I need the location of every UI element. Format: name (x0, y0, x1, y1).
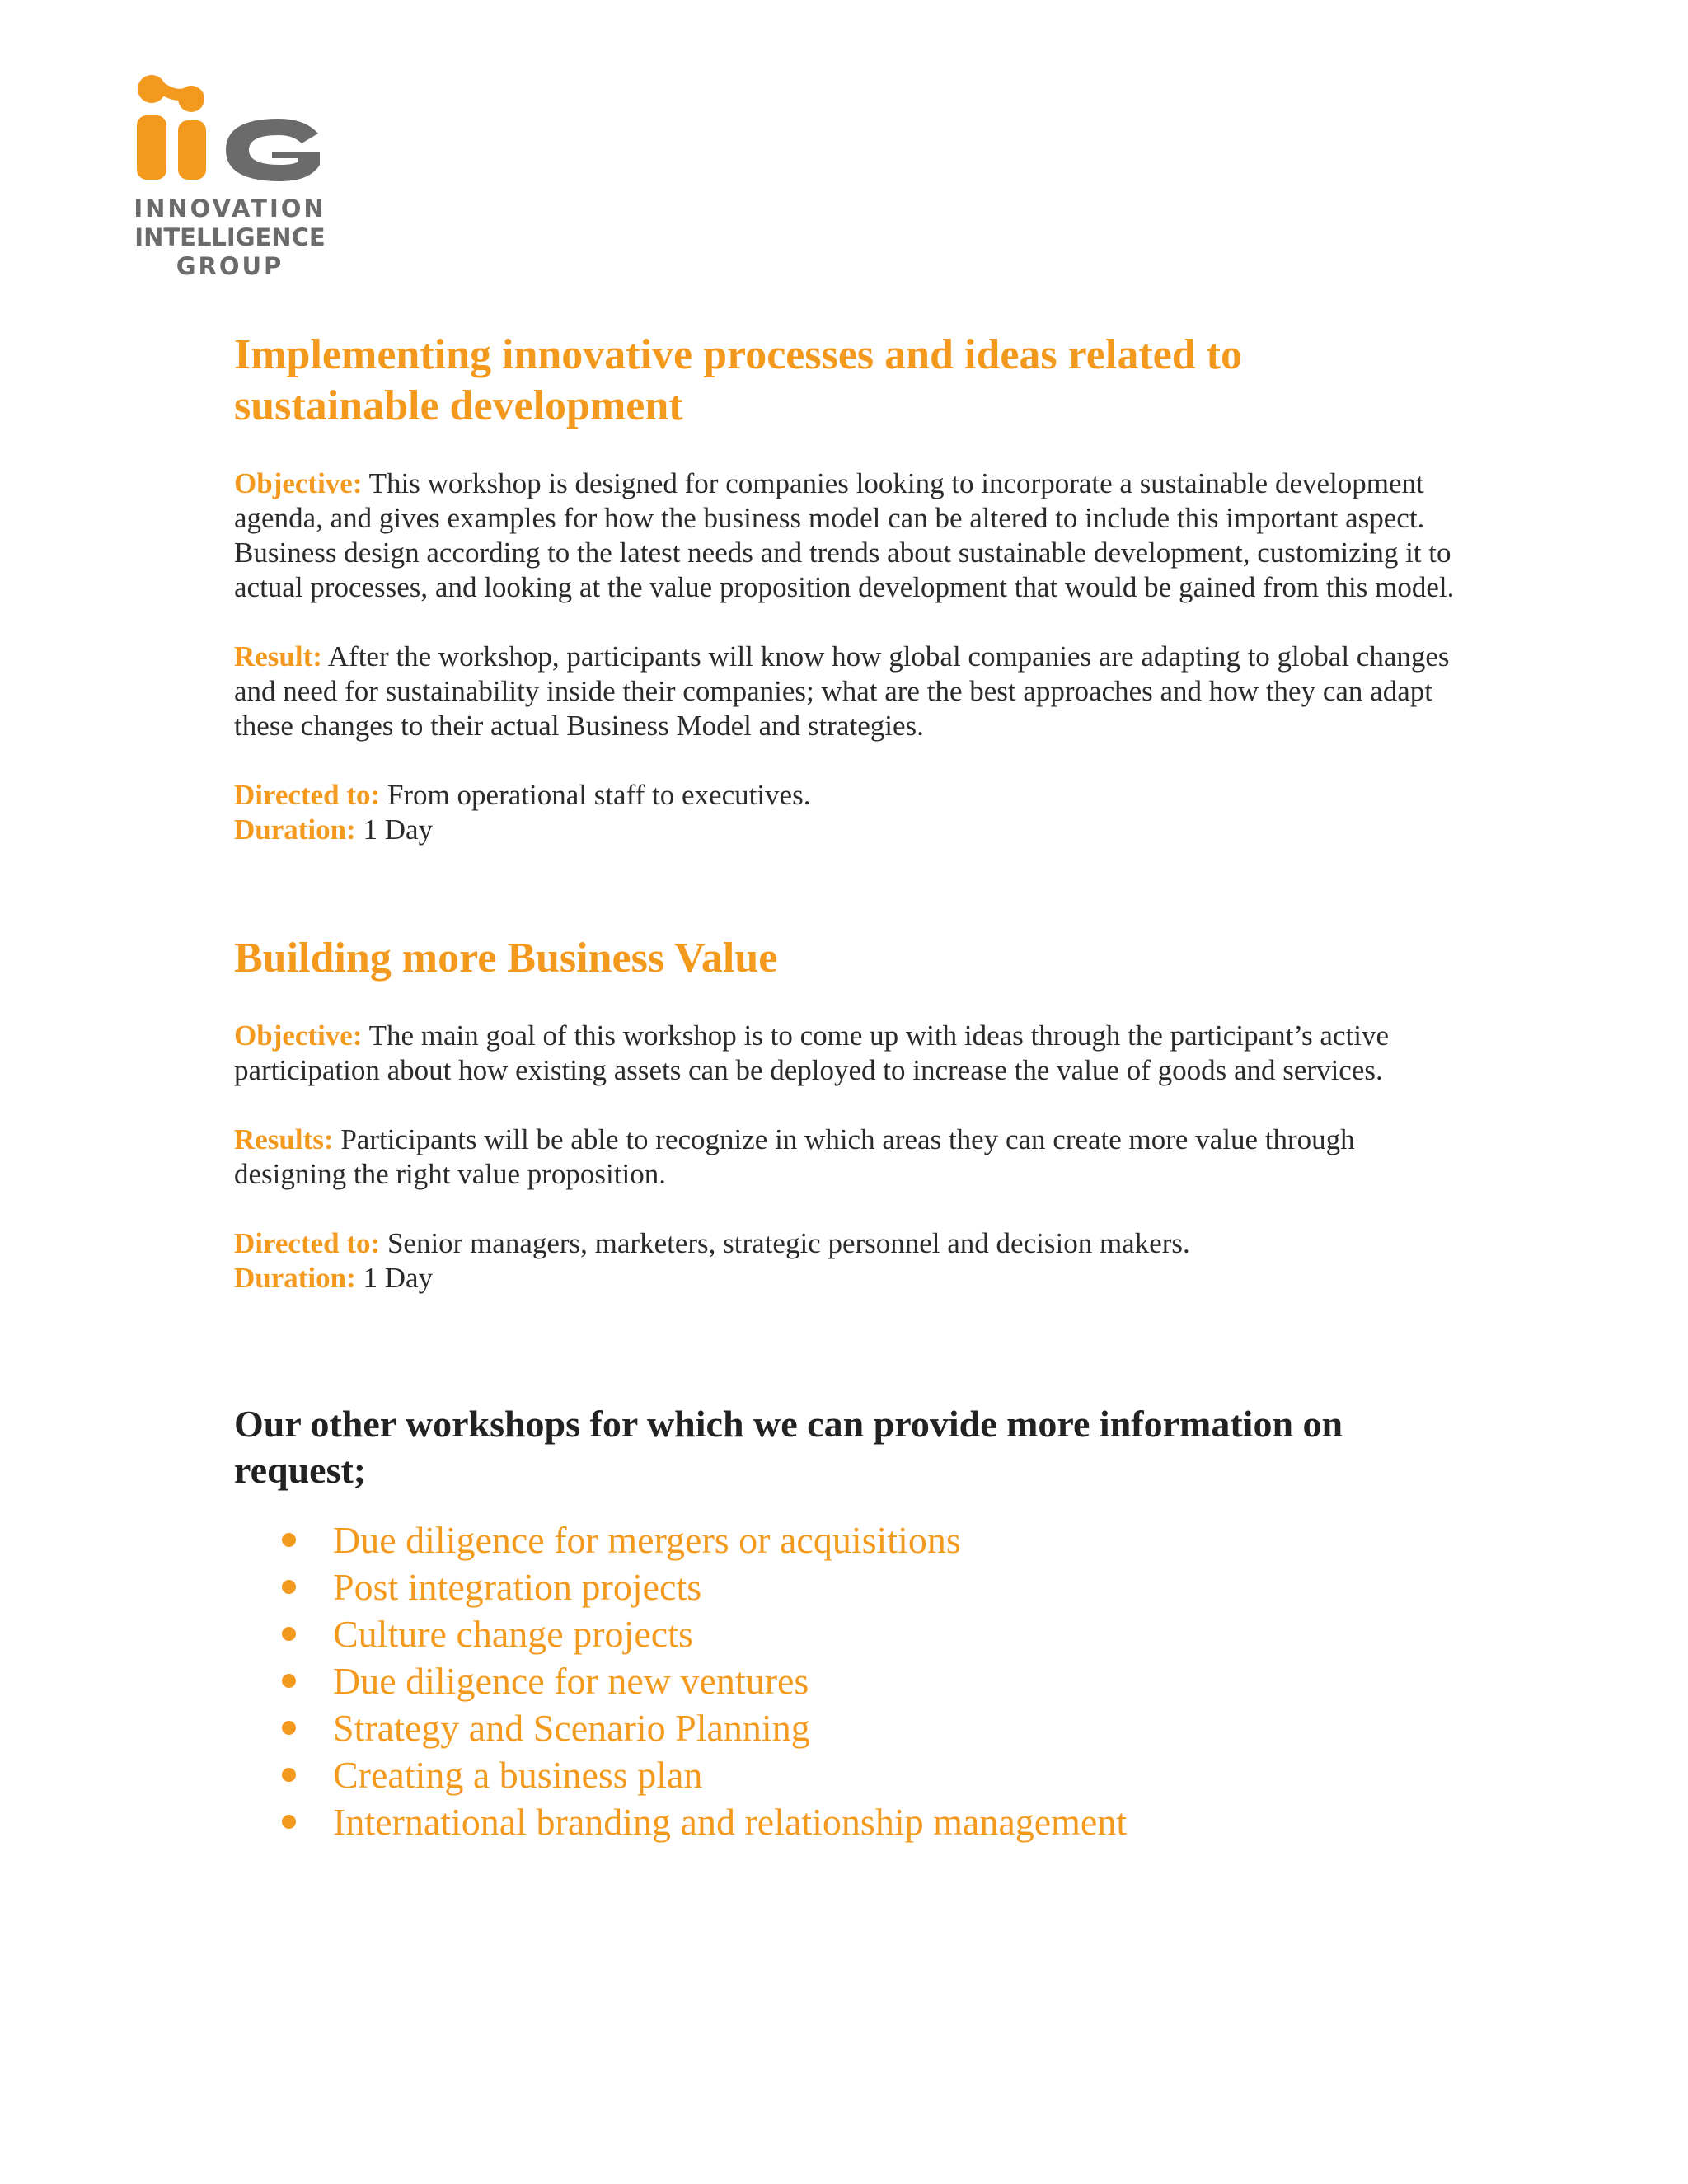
list-item: International branding and relationship management (234, 1798, 1470, 1845)
other-workshops-title (234, 1401, 1470, 1493)
section-1-result (234, 640, 1470, 743)
directed-label: Directed to: (234, 1227, 381, 1259)
bullet-icon (282, 1580, 296, 1594)
other-workshops-list (234, 1516, 1470, 1845)
duration-label: Duration: (234, 1262, 356, 1294)
section-1-duration (234, 813, 1470, 847)
result-label: Result: (234, 640, 322, 673)
section-2-objective (234, 1019, 1470, 1088)
document-body (234, 330, 1470, 1845)
objective-text: This workshop is designed for companies looking to incorporate a sustainable development agenda, and gives examples for how the business model can be altered to include this important aspect. Business design according to the latest needs and trends about sustainable development, customizing it to actual processes, and looking at the value proposition development that would be gained from this model. (234, 467, 1455, 603)
logo-line-2: INTELLIGENCE (134, 223, 326, 251)
duration-text: 1 Day (355, 813, 434, 846)
results-text: Participants will be able to recognize in which areas they can create more value through designing the right value proposition. (234, 1123, 1355, 1190)
other-title-line-2: request; (234, 1449, 367, 1491)
list-item: Strategy and Scenario Planning (234, 1704, 1470, 1751)
iig-logo-icon (134, 73, 331, 188)
objective-label: Objective: (234, 1019, 363, 1052)
section-1-title (234, 330, 1470, 432)
objective-text: The main goal of this workshop is to come up with ideas through the participant’s active participation about how existing assets can be deployed to increase the value of goods and services. (234, 1019, 1389, 1086)
directed-label: Directed to: (234, 779, 381, 811)
directed-text: Senior managers, marketers, strategic personnel and decision makers. (380, 1227, 1190, 1259)
bullet-icon (282, 1674, 296, 1688)
list-item: Due diligence for mergers or acquisitions (234, 1516, 1470, 1563)
company-logo (134, 73, 331, 287)
logo-line-1: INNOVATION (134, 194, 326, 223)
other-title-line-1: Our other workshops for which we can provide more information on (234, 1403, 1343, 1445)
directed-text: From operational staff to executives. (380, 779, 811, 811)
bullet-icon (282, 1768, 296, 1782)
section-1-objective (234, 466, 1470, 605)
bullet-icon (282, 1533, 296, 1547)
section-1-directed-to (234, 778, 1470, 813)
objective-label: Objective: (234, 467, 363, 499)
section-2-duration (234, 1261, 1470, 1296)
section-1-title-line-2: sustainable development (234, 382, 683, 429)
list-item: Post integration projects (234, 1563, 1470, 1610)
bullet-icon (282, 1815, 296, 1829)
list-item: Creating a business plan (234, 1751, 1470, 1798)
section-2-directed-to (234, 1226, 1470, 1261)
list-item: Culture change projects (234, 1610, 1470, 1657)
logo-line-3: GROUP (176, 252, 284, 280)
duration-text: 1 Day (355, 1262, 434, 1294)
result-text: After the workshop, participants will know how global companies are adapting to global changes and need for sustainability inside their companies; what are the best approaches and how they can adapt these changes to their actual Business Model and strategies. (234, 640, 1450, 742)
section-1-title-line-1: Implementing innovative processes and ideas related to (234, 331, 1242, 378)
bullet-icon (282, 1721, 296, 1735)
results-label: Results: (234, 1123, 334, 1155)
duration-label: Duration: (234, 813, 356, 846)
list-item: Due diligence for new ventures (234, 1657, 1470, 1704)
bullet-icon (282, 1627, 296, 1641)
section-2-results (234, 1122, 1470, 1192)
section-2-title: Building more Business Value (234, 935, 778, 982)
logo-wordmark (134, 194, 326, 281)
